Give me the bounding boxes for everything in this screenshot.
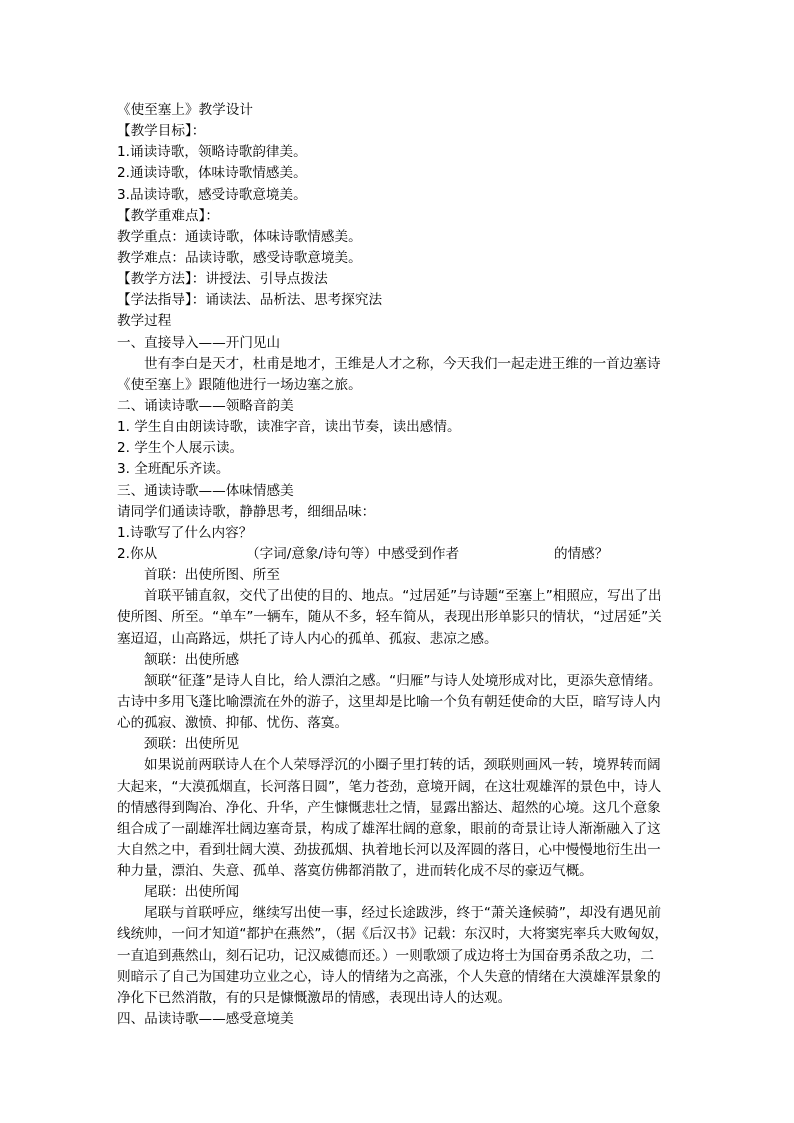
couplet-2-line: 颔联“征蓬”是诗人自比，给人漂泊之感。“归雁”与诗人处境形成对比，更添失意情绪。	[144, 672, 662, 689]
couplet-3-line: 如果说前两联诗人在个人荣辱浮沉的小圈子里打转的话，颈联则画风一转，境界转而阔	[144, 757, 661, 774]
couplet-2-line: 古诗中多用飞蓬比喻漂流在外的游子，这里却是比喻一个负有朝廷使命的大臣，暗写诗人内	[117, 693, 661, 710]
couplet-1-line: 塞迢迢，山高路远，烘托了诗人内心的孤单、孤寂、悲凉之感。	[117, 630, 498, 647]
section-3-question-2	[117, 544, 677, 565]
couplet-1-line: 使所图、所至。“单车”一辆车，随从不多，轻车简从，表现出形单影只的情状，“过居延”关	[117, 609, 662, 626]
section-3-intro: 请同学们通读诗歌，静静思考，细细品味：	[117, 503, 376, 520]
section-1-title: 一、直接导入——开门见山	[117, 334, 281, 351]
question-2-part-c: 的情感？	[554, 545, 609, 562]
key-header: 【教学重难点】：	[117, 207, 219, 224]
section-3-title: 三、通读诗歌——体味情感美	[117, 482, 294, 499]
goal-3: 3.品读诗歌，感受诗歌意境美。	[117, 186, 307, 203]
difficult-point: 教学难点：品读诗歌，感受诗歌意境美。	[117, 249, 362, 266]
couplet-3-line: 组合成了一副雄浑壮阔边塞奇景，构成了雄浑壮阔的意象，眼前的奇景让诗人渐渐融入了这	[117, 820, 661, 837]
section-1-paragraph: 世有李白是天才，杜甫是地才，王维是人才之称，今天我们一起走进王维的一首边塞诗	[144, 355, 661, 372]
couplet-3-line: 大自然之中，看到壮阔大漠、劲拔孤烟、执着地长河以及浑圆的落日，心中慢慢地衍生出一	[117, 841, 661, 858]
couplet-3-line: 大起来，“大漠孤烟直，长河落日圆”，笔力苍劲，意境开阔，在这壮观雄浑的景色中，诗人	[117, 778, 662, 795]
couplet-3-line: 的情感得到陶冶、净化、升华，产生慷慨悲壮之情，显露出豁达、超然的心境。这几个意象	[117, 799, 661, 816]
couplet-3-line: 种力量，漂泊、失意、孤单、落寞仿佛都消散了，进而转化成不尽的豪迈气概。	[117, 863, 593, 880]
section-1-paragraph-cont: 《使至塞上》跟随他进行一场边塞之旅。	[117, 376, 362, 393]
couplet-3-heading: 颈联：出使所见	[144, 736, 240, 753]
goal-2: 2.通读诗歌，体味诗歌情感美。	[117, 165, 307, 182]
couplet-4-line: 一直追到燕然山，刻石记功，记汉威德而还。）一则歌颂了成边将士为国奋勇杀敌之功，二	[117, 947, 654, 964]
teaching-method: 【教学方法】：讲授法、引导点拨法	[117, 271, 328, 288]
couplet-4-line: 线统帅，一问才知道“都护在燕然”，（据《后汉书》记载：东汉时，大将窦宪率兵大败匈奴，	[117, 926, 669, 943]
document-page	[117, 100, 677, 1030]
section-2-item-3: 3. 全班配乐齐读。	[117, 461, 230, 478]
process-header: 教学过程	[117, 313, 172, 330]
section-2-item-2: 2. 学生个人展示读。	[117, 440, 244, 457]
section-2-item-1: 1. 学生自由朗读诗歌，读准字音，读出节奏，读出感情。	[117, 419, 461, 436]
doc-title: 《使至塞上》教学设计	[117, 102, 253, 118]
couplet-1-line: 首联平铺直叙，交代了出使的目的、地点。“过居延”与诗题“至塞上”相照应，写出了出	[144, 588, 662, 605]
couplet-2-heading: 颔联：出使所感	[144, 651, 240, 668]
section-4-title: 四、品读诗歌——感受意境美	[117, 1011, 294, 1028]
couplet-4-heading: 尾联：出使所闻	[144, 884, 240, 901]
couplet-2-line: 心的孤寂、激愤、抑郁、忧伤、落寞。	[117, 715, 349, 732]
question-2-part-a: 2.你从	[117, 545, 158, 562]
couplet-1-heading: 首联：出使所图、所至	[144, 567, 280, 584]
section-2-title: 二、诵读诗歌——领略音韵美	[117, 397, 294, 414]
study-guide: 【学法指导】：诵读法、品析法、思考探究法	[117, 292, 383, 309]
key-point: 教学重点：通读诗歌，体味诗歌情感美。	[117, 228, 362, 245]
couplet-4-line: 尾联与首联呼应，继续写出使一事，经过长途跋涉，终于“萧关逢候骑”，却没有遇见前	[144, 905, 662, 922]
goal-1: 1.诵读诗歌，领略诗歌韵律美。	[117, 144, 307, 161]
question-2-part-b: （字词/意象/诗句等）中感受到作者	[246, 545, 460, 562]
section-3-question-1: 1.诗歌写了什么内容？	[117, 524, 253, 541]
goals-header: 【教学目标】：	[117, 123, 206, 140]
couplet-4-line: 净化下已然消散，有的只是慷慨激昂的情感，表现出诗人的达观。	[117, 989, 512, 1006]
couplet-4-line: 则暗示了自己为国建功立业之心，诗人的情绪为之高涨，个人失意的情绪在大漠雄浑景象的	[117, 968, 661, 985]
